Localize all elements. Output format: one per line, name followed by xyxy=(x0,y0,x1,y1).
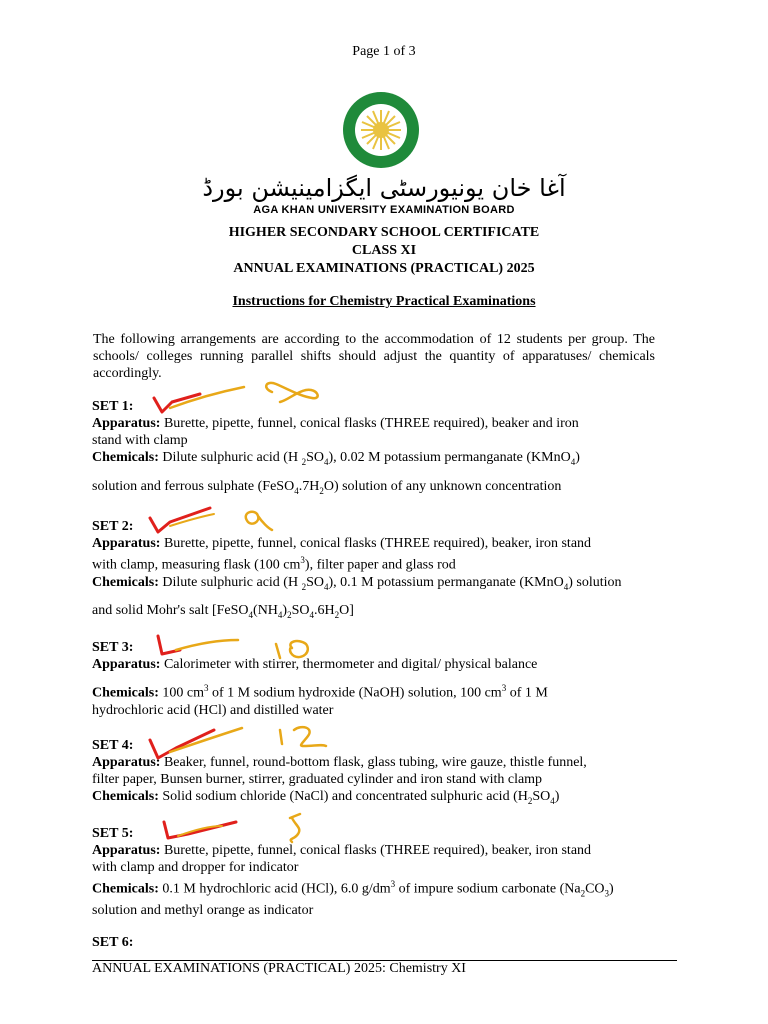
subscript: 4 xyxy=(248,610,254,621)
chemicals-line-2 xyxy=(92,478,682,500)
apparatus-label: Apparatus: xyxy=(92,657,161,672)
aku-emblem-icon xyxy=(341,90,421,170)
text: Dilute sulphuric acid (H xyxy=(158,450,302,465)
heading-class: CLASS XI xyxy=(351,243,417,258)
chemicals-line xyxy=(92,574,682,596)
chemicals-line-2 xyxy=(92,602,682,624)
apparatus-text: filter paper, Bunsen burner, stirrer, graduated cylinder and iron stand with clamp xyxy=(92,772,543,787)
text: SO xyxy=(306,574,324,590)
text: ) xyxy=(554,789,560,804)
apparatus-label: Apparatus: xyxy=(92,843,161,858)
text: CO xyxy=(585,881,605,897)
chemicals-line xyxy=(92,449,682,471)
apparatus-text: Burette, pipette, funnel, conical flasks (THREE required), beaker and iron xyxy=(160,416,579,431)
apparatus-text: Burette, pipette, funnel, conical flasks (THREE required), beaker, iron stand xyxy=(160,536,592,551)
intro-paragraph: The following arrangements are according to the accommodation of 12 students per group. The schools/ colleges running parallel shifts should adjust the quantity of apparatuses/ chemicals accordingly. xyxy=(93,332,655,381)
set-6 xyxy=(92,934,682,951)
text: ) xyxy=(609,881,614,897)
apparatus-text: Calorimeter with stirrer, thermometer and digital/ physical balance xyxy=(160,657,538,672)
apparatus-line xyxy=(92,535,682,552)
chemicals-label: Chemicals: xyxy=(92,789,159,804)
subscript: 2 xyxy=(527,795,533,806)
text: Dilute sulphuric acid (H xyxy=(158,574,302,590)
superscript: 3 xyxy=(300,555,305,565)
board-name-urdu: آغا خان یونیورسٹی ایگزامینیشن بورڈ xyxy=(202,174,566,202)
chemicals-line xyxy=(92,680,682,702)
text: of impure sodium carbonate (Na xyxy=(395,881,581,897)
set-label: SET 3: xyxy=(92,640,134,655)
chemicals-label: Chemicals: xyxy=(92,450,159,465)
chemicals-line-2: solution and methyl orange as indicator xyxy=(92,903,314,919)
set-2 xyxy=(92,518,682,624)
text: with clamp, measuring flask (100 cm xyxy=(92,557,301,573)
text: (NH xyxy=(253,603,278,619)
subscript: 2 xyxy=(580,888,586,899)
apparatus-line xyxy=(92,415,682,432)
text: ) xyxy=(282,603,288,619)
set-label: SET 1: xyxy=(92,399,134,414)
subscript: 2 xyxy=(334,610,340,621)
apparatus-label: Apparatus: xyxy=(92,536,161,551)
apparatus-label: Apparatus: xyxy=(92,416,161,431)
text: of 1 M xyxy=(506,685,548,701)
set-5 xyxy=(92,825,682,919)
apparatus-label: Apparatus: xyxy=(92,755,161,770)
subscript: 4 xyxy=(563,581,569,592)
subscript: 4 xyxy=(570,456,576,467)
heading-certificate: HIGHER SECONDARY SCHOOL CERTIFICATE xyxy=(228,225,540,240)
text: ), 0.02 M potassium permanganate (KMnO xyxy=(328,450,571,465)
page-number: Page 1 of 3 xyxy=(352,44,416,59)
apparatus-line xyxy=(92,842,682,859)
subscript: 4 xyxy=(550,795,555,806)
text: ), filter paper and glass rod xyxy=(304,557,456,573)
subscript: 4 xyxy=(323,581,329,592)
superscript: 3 xyxy=(501,683,507,693)
chemicals-label: Chemicals: xyxy=(92,574,159,590)
chemicals-line-2: hydrochloric acid (HCl) and distilled water xyxy=(92,702,334,718)
text: 100 cm xyxy=(158,685,204,701)
apparatus-line xyxy=(92,754,682,771)
apparatus-text: Burette, pipette, funnel, conical flasks (THREE required), beaker, iron stand xyxy=(160,843,592,858)
text: .6H xyxy=(314,603,335,619)
apparatus-text: Beaker, funnel, round-bottom flask, glass tubing, wire gauze, thistle funnel, xyxy=(160,755,587,770)
text: of 1 M sodium hydroxide (NaOH) solution, 100 cm xyxy=(208,685,502,701)
set-label: SET 4: xyxy=(92,738,134,753)
superscript: 3 xyxy=(204,683,209,693)
text: SO xyxy=(306,450,324,465)
set-label: SET 2: xyxy=(92,519,134,534)
apparatus-text: with clamp and dropper for indicator xyxy=(92,860,299,875)
set-label: SET 6: xyxy=(92,935,134,950)
subscript: 4 xyxy=(309,610,314,621)
subscript: 2 xyxy=(301,456,307,467)
subscript: 2 xyxy=(287,610,292,621)
text: ) xyxy=(575,450,580,465)
subscript: 3 xyxy=(604,888,610,899)
text: solution and ferrous sulphate (FeSO xyxy=(92,478,295,494)
text: Solid sodium chloride (NaCl) and concentrated sulphuric acid (H xyxy=(158,789,528,804)
chemicals-line xyxy=(92,788,682,810)
chemicals-line xyxy=(92,876,682,902)
subscript: 4 xyxy=(294,485,299,496)
board-name: AGA KHAN UNIVERSITY EXAMINATION BOARD xyxy=(253,204,515,216)
set-3 xyxy=(92,639,682,719)
subscript: 4 xyxy=(323,456,329,467)
apparatus-text: stand with clamp xyxy=(92,433,188,448)
set-4 xyxy=(92,737,682,810)
text: ), 0.1 M potassium permanganate (KMnO xyxy=(328,574,564,590)
subscript: 2 xyxy=(319,485,324,496)
text: and solid Mohr's salt [FeSO xyxy=(92,603,249,619)
set-label: SET 5: xyxy=(92,826,134,841)
chemicals-label: Chemicals: xyxy=(92,685,159,701)
apparatus-line-2 xyxy=(92,552,682,574)
subscript: 2 xyxy=(301,581,307,592)
text: SO xyxy=(291,603,310,619)
text: SO xyxy=(532,789,551,804)
instructions-title: Instructions for Chemistry Practical Examinations xyxy=(232,294,536,309)
superscript: 3 xyxy=(390,879,396,889)
text: 0.1 M hydrochloric acid (HCl), 6.0 g/dm xyxy=(158,881,391,897)
subscript: 4 xyxy=(277,610,283,621)
apparatus-line xyxy=(92,656,682,673)
text: O) solution of any unknown concentration xyxy=(323,478,562,494)
text: .7H xyxy=(298,478,320,494)
text: O] xyxy=(339,603,354,619)
set-1 xyxy=(92,398,682,500)
chemicals-label: Chemicals: xyxy=(92,881,159,897)
page-footer: ANNUAL EXAMINATIONS (PRACTICAL) 2025: Chemistry XI xyxy=(92,961,466,976)
heading-exam: ANNUAL EXAMINATIONS (PRACTICAL) 2025 xyxy=(233,261,535,276)
text: ) solution xyxy=(568,574,622,590)
